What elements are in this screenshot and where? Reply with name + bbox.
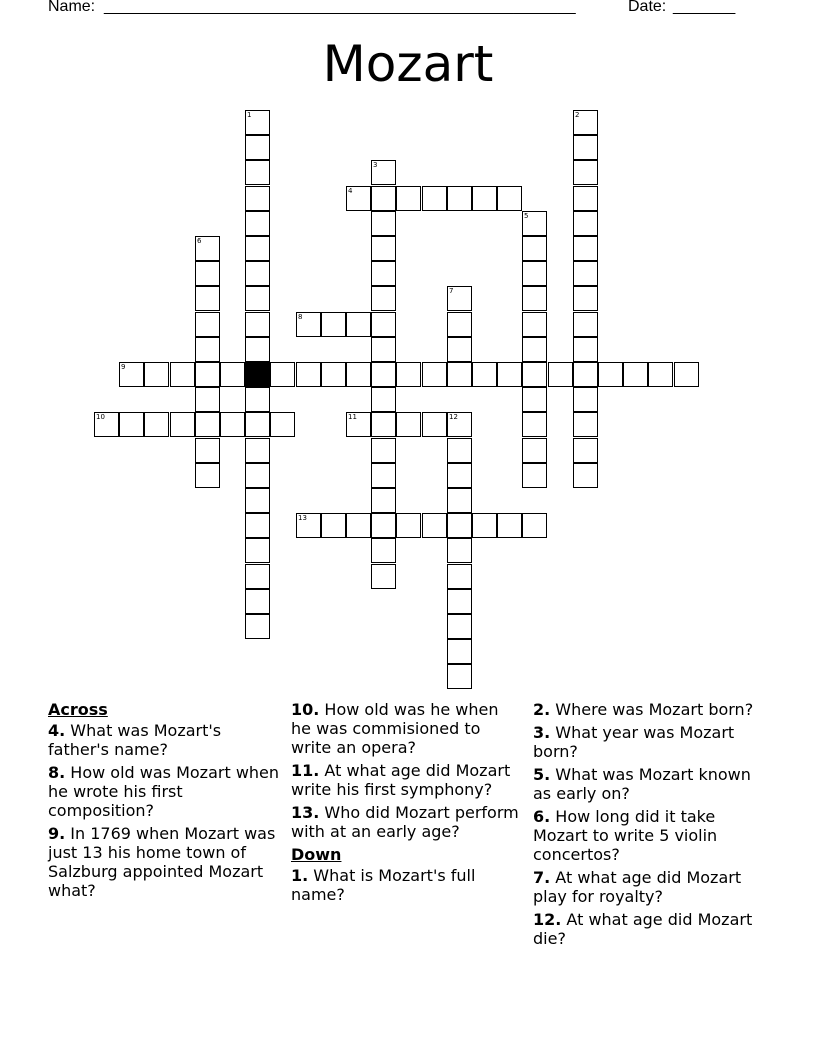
grid-cell[interactable] bbox=[447, 564, 472, 589]
grid-cell[interactable] bbox=[195, 387, 220, 412]
clue-number: 10. bbox=[291, 700, 320, 719]
clue-down-1 bbox=[291, 866, 523, 904]
clue-across-13 bbox=[291, 803, 523, 841]
grid-cell[interactable] bbox=[371, 186, 396, 211]
clue-number: 6. bbox=[533, 807, 551, 826]
clue-number-label: 4 bbox=[348, 187, 353, 195]
grid-cell[interactable] bbox=[245, 412, 270, 437]
grid-cell[interactable] bbox=[220, 412, 245, 437]
clue-number: 1. bbox=[291, 866, 309, 885]
grid-cell[interactable] bbox=[598, 362, 623, 387]
grid-cell[interactable] bbox=[447, 639, 472, 664]
clue-number: 2. bbox=[533, 700, 551, 719]
grid-cell[interactable] bbox=[472, 186, 497, 211]
grid-cell[interactable] bbox=[245, 286, 270, 311]
grid-cell[interactable] bbox=[472, 362, 497, 387]
grid-cell[interactable] bbox=[195, 312, 220, 337]
grid-cell[interactable] bbox=[119, 412, 144, 437]
name-label: Name: bbox=[48, 0, 96, 15]
grid-cell[interactable] bbox=[548, 362, 573, 387]
grid-cell[interactable] bbox=[447, 538, 472, 563]
across-heading: Across bbox=[48, 700, 108, 719]
grid-cell[interactable] bbox=[573, 362, 598, 387]
grid-cell[interactable] bbox=[472, 513, 497, 538]
grid-cell[interactable] bbox=[396, 412, 421, 437]
clues-column-3 bbox=[533, 700, 765, 952]
grid-cell[interactable] bbox=[245, 614, 270, 639]
clue-down-5 bbox=[533, 765, 765, 803]
grid-cell[interactable] bbox=[195, 261, 220, 286]
clue-number-label: 10 bbox=[96, 413, 105, 421]
grid-cell[interactable] bbox=[245, 589, 270, 614]
grid-cell[interactable] bbox=[195, 412, 220, 437]
clue-text: What was Mozart known as early on? bbox=[533, 765, 751, 803]
grid-cell[interactable] bbox=[296, 513, 321, 538]
grid-cell[interactable] bbox=[573, 186, 598, 211]
clue-text: Who did Mozart perform with at an early age? bbox=[291, 803, 519, 841]
clue-down-3 bbox=[533, 723, 765, 761]
grid-cell[interactable] bbox=[573, 160, 598, 185]
grid-cell[interactable] bbox=[195, 236, 220, 261]
puzzle-title: Mozart bbox=[322, 35, 494, 93]
grid-cell[interactable] bbox=[447, 362, 472, 387]
grid-cell[interactable] bbox=[422, 412, 447, 437]
grid-cell[interactable] bbox=[245, 312, 270, 337]
grid-cell[interactable] bbox=[371, 438, 396, 463]
grid-cell[interactable] bbox=[396, 513, 421, 538]
grid-cell[interactable] bbox=[522, 261, 547, 286]
clue-down-6 bbox=[533, 807, 765, 864]
grid-cell[interactable] bbox=[674, 362, 699, 387]
grid-cell[interactable] bbox=[447, 664, 472, 689]
grid-cell[interactable] bbox=[144, 412, 169, 437]
clue-text: How old was Mozart when he wrote his first composition? bbox=[48, 763, 280, 820]
clue-number: 9. bbox=[48, 824, 66, 843]
clue-across-11 bbox=[291, 761, 523, 799]
clue-down-2 bbox=[533, 700, 765, 719]
grid-cell[interactable] bbox=[270, 412, 295, 437]
grid-cell[interactable] bbox=[220, 362, 245, 387]
grid-cell[interactable] bbox=[447, 463, 472, 488]
grid-cell[interactable] bbox=[195, 286, 220, 311]
grid-cell[interactable] bbox=[422, 362, 447, 387]
clue-text: What is Mozart's full name? bbox=[291, 866, 476, 904]
grid-cell[interactable] bbox=[447, 614, 472, 639]
grid-cell[interactable] bbox=[497, 186, 522, 211]
grid-cell[interactable] bbox=[447, 513, 472, 538]
grid-cell[interactable] bbox=[648, 362, 673, 387]
clue-down-7 bbox=[533, 868, 765, 906]
grid-cell[interactable] bbox=[245, 488, 270, 513]
grid-cell[interactable] bbox=[245, 186, 270, 211]
grid-cell[interactable] bbox=[245, 135, 270, 160]
grid-cell[interactable] bbox=[195, 438, 220, 463]
grid-cell[interactable] bbox=[522, 312, 547, 337]
grid-cell[interactable] bbox=[447, 438, 472, 463]
grid-cell[interactable] bbox=[94, 412, 119, 437]
clue-number-label: 6 bbox=[197, 237, 202, 245]
grid-cell[interactable] bbox=[522, 412, 547, 437]
clues-column-2 bbox=[291, 700, 523, 908]
grid-cell[interactable] bbox=[245, 261, 270, 286]
grid-cell[interactable] bbox=[321, 362, 346, 387]
grid-cell[interactable] bbox=[371, 286, 396, 311]
clue-text: At what age did Mozart die? bbox=[533, 910, 753, 948]
grid-cell[interactable] bbox=[522, 286, 547, 311]
grid-cell[interactable] bbox=[346, 362, 371, 387]
grid-cell[interactable] bbox=[296, 362, 321, 387]
date-field[interactable]: _______ bbox=[673, 0, 736, 15]
clue-across-10 bbox=[291, 700, 523, 757]
grid-cell[interactable] bbox=[321, 312, 346, 337]
grid-cell[interactable] bbox=[522, 463, 547, 488]
clue-number: 5. bbox=[533, 765, 551, 784]
clue-number-label: 8 bbox=[298, 313, 303, 321]
clue-number-label: 5 bbox=[524, 212, 529, 220]
clue-number: 4. bbox=[48, 721, 66, 740]
clue-across-8 bbox=[48, 763, 280, 820]
clue-text: In 1769 when Mozart was just 13 his home town of Salzburg appointed Mozart what? bbox=[48, 824, 276, 900]
grid-cell[interactable] bbox=[573, 135, 598, 160]
clue-across-4 bbox=[48, 721, 280, 759]
grid-cell[interactable] bbox=[346, 513, 371, 538]
grid-cell[interactable] bbox=[573, 110, 598, 135]
grid-cell[interactable] bbox=[522, 438, 547, 463]
grid-cell[interactable] bbox=[573, 337, 598, 362]
name-field[interactable]: _____________________________________________________ bbox=[104, 0, 576, 15]
clue-number-label: 1 bbox=[247, 111, 252, 119]
clue-number-label: 3 bbox=[373, 161, 378, 169]
grid-cell[interactable] bbox=[573, 438, 598, 463]
grid-cell[interactable] bbox=[422, 186, 447, 211]
grid-cell[interactable] bbox=[195, 337, 220, 362]
clue-text: How old was he when he was commisioned to write an opera? bbox=[291, 700, 499, 757]
down-heading: Down bbox=[291, 845, 342, 864]
grid-cell[interactable] bbox=[371, 488, 396, 513]
date-label: Date: bbox=[628, 0, 667, 15]
grid-cell[interactable] bbox=[371, 564, 396, 589]
grid-cell[interactable] bbox=[447, 286, 472, 311]
grid-cell[interactable] bbox=[447, 589, 472, 614]
grid-cell[interactable] bbox=[447, 337, 472, 362]
grid-cell[interactable] bbox=[245, 236, 270, 261]
clue-text: At what age did Mozart play for royalty? bbox=[533, 868, 742, 906]
grid-cell[interactable] bbox=[245, 538, 270, 563]
grid-cell[interactable] bbox=[623, 362, 648, 387]
clue-text: What was Mozart's father's name? bbox=[48, 721, 222, 759]
grid-block bbox=[245, 362, 270, 387]
clue-number-label: 13 bbox=[298, 514, 307, 522]
grid-cell[interactable] bbox=[371, 463, 396, 488]
grid-cell[interactable] bbox=[245, 564, 270, 589]
grid-cell[interactable] bbox=[371, 337, 396, 362]
clue-number: 3. bbox=[533, 723, 551, 742]
grid-cell[interactable] bbox=[573, 236, 598, 261]
grid-cell[interactable] bbox=[573, 261, 598, 286]
grid-cell[interactable] bbox=[396, 186, 421, 211]
clues-column-1 bbox=[48, 700, 280, 904]
grid-cell[interactable] bbox=[346, 412, 371, 437]
clue-number: 7. bbox=[533, 868, 551, 887]
grid-cell[interactable] bbox=[371, 312, 396, 337]
grid-cell[interactable] bbox=[321, 513, 346, 538]
grid-cell[interactable] bbox=[245, 211, 270, 236]
grid-cell[interactable] bbox=[573, 463, 598, 488]
clue-text: Where was Mozart born? bbox=[550, 700, 754, 719]
grid-cell[interactable] bbox=[447, 488, 472, 513]
grid-cell[interactable] bbox=[245, 110, 270, 135]
clue-text: How long did it take Mozart to write 5 violin concertos? bbox=[533, 807, 718, 864]
grid-cell[interactable] bbox=[245, 337, 270, 362]
clue-number-label: 7 bbox=[449, 287, 454, 295]
clue-number-label: 2 bbox=[575, 111, 580, 119]
grid-cell[interactable] bbox=[371, 261, 396, 286]
grid-cell[interactable] bbox=[296, 312, 321, 337]
grid-cell[interactable] bbox=[447, 186, 472, 211]
grid-cell[interactable] bbox=[573, 286, 598, 311]
grid-cell[interactable] bbox=[497, 513, 522, 538]
grid-cell[interactable] bbox=[144, 362, 169, 387]
grid-cell[interactable] bbox=[346, 186, 371, 211]
grid-cell[interactable] bbox=[371, 538, 396, 563]
grid-cell[interactable] bbox=[573, 387, 598, 412]
grid-cell[interactable] bbox=[170, 412, 195, 437]
clue-number-label: 12 bbox=[449, 413, 458, 421]
grid-cell[interactable] bbox=[371, 513, 396, 538]
grid-cell[interactable] bbox=[447, 312, 472, 337]
grid-cell[interactable] bbox=[422, 513, 447, 538]
clue-text: What year was Mozart born? bbox=[533, 723, 735, 761]
grid-cell[interactable] bbox=[245, 387, 270, 412]
grid-cell[interactable] bbox=[522, 387, 547, 412]
grid-cell[interactable] bbox=[522, 211, 547, 236]
clue-text: At what age did Mozart write his first symphony? bbox=[291, 761, 511, 799]
grid-cell[interactable] bbox=[245, 513, 270, 538]
grid-cell[interactable] bbox=[573, 412, 598, 437]
grid-cell[interactable] bbox=[573, 312, 598, 337]
grid-cell[interactable] bbox=[346, 312, 371, 337]
grid-cell[interactable] bbox=[522, 362, 547, 387]
grid-cell[interactable] bbox=[195, 463, 220, 488]
grid-cell[interactable] bbox=[195, 362, 220, 387]
clue-number: 13. bbox=[291, 803, 320, 822]
grid-cell[interactable] bbox=[497, 362, 522, 387]
clue-number-label: 11 bbox=[348, 413, 357, 421]
grid-cell[interactable] bbox=[270, 362, 295, 387]
grid-cell[interactable] bbox=[522, 236, 547, 261]
grid-cell[interactable] bbox=[371, 236, 396, 261]
clue-number: 8. bbox=[48, 763, 66, 782]
grid-cell[interactable] bbox=[522, 513, 547, 538]
grid-cell[interactable] bbox=[371, 160, 396, 185]
grid-cell[interactable] bbox=[396, 362, 421, 387]
grid-cell[interactable] bbox=[371, 412, 396, 437]
grid-cell[interactable] bbox=[245, 438, 270, 463]
clue-number: 11. bbox=[291, 761, 320, 780]
grid-cell[interactable] bbox=[371, 387, 396, 412]
grid-cell[interactable] bbox=[573, 211, 598, 236]
grid-cell[interactable] bbox=[522, 337, 547, 362]
grid-cell[interactable] bbox=[447, 412, 472, 437]
clue-number: 12. bbox=[533, 910, 562, 929]
grid-cell[interactable] bbox=[245, 463, 270, 488]
clue-down-12 bbox=[533, 910, 765, 948]
clue-number-label: 9 bbox=[121, 363, 126, 371]
grid-cell[interactable] bbox=[371, 211, 396, 236]
clue-across-9 bbox=[48, 824, 280, 900]
grid-cell[interactable] bbox=[119, 362, 144, 387]
grid-cell[interactable] bbox=[371, 362, 396, 387]
grid-cell[interactable] bbox=[245, 160, 270, 185]
grid-cell[interactable] bbox=[170, 362, 195, 387]
